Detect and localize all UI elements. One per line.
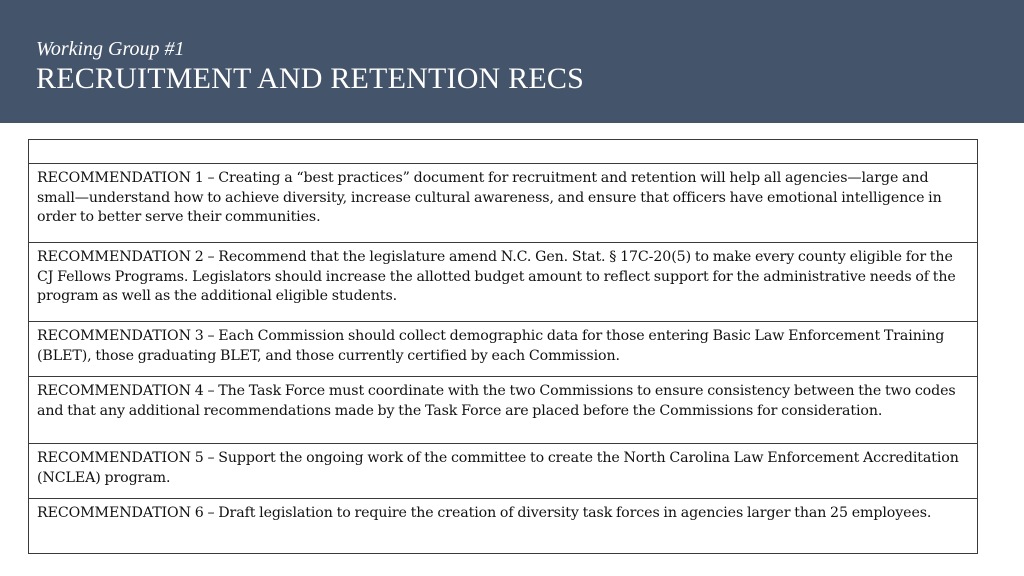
recommendation-2: RECOMMENDATION 2 – Recommend that the legislature amend N.C. Gen. Stat. § 17C-20(5) to make every county eligible for the CJ Fellows Programs. Legislators should increase the allotted budget amount to reflect support for the administrative needs of the program as well as the additional eligible students. [29,243,978,322]
recommendation-5: RECOMMENDATION 5 – Support the ongoing work of the committee to create the North Carolina Law Enforcement Accreditation (NCLEA) program. [29,444,978,499]
title-banner [0,0,1024,123]
table-header-row [29,140,978,164]
table-row [29,499,978,554]
table-header-cell [29,140,978,164]
table-row [29,444,978,499]
table-row [29,243,978,322]
recommendation-1: RECOMMENDATION 1 – Creating a “best practices” document for recruitment and retention will help all agencies—large and small—understand how to achieve diversity, increase cultural awareness, and ensure that officers have emotional intelligence in order to better serve their communities. [29,164,978,243]
table-row [29,377,978,444]
recommendation-3: RECOMMENDATION 3 – Each Commission should collect demographic data for those entering Basic Law Enforcement Training (BLET), those graduating BLET, and those currently certified by each Commission. [29,322,978,377]
slide-subtitle: Working Group #1 [36,38,185,60]
recommendations-table [28,139,978,554]
recommendation-4: RECOMMENDATION 4 – The Task Force must coordinate with the two Commissions to ensure consistency between the two codes and that any additional recommendations made by the Task Force are placed before the Commissions for consideration. [29,377,978,444]
table-row [29,322,978,377]
slide-title: RECRUITMENT AND RETENTION RECS [36,62,584,95]
table-row [29,164,978,243]
recommendation-6: RECOMMENDATION 6 – Draft legislation to require the creation of diversity task forces in agencies larger than 25 employees. [29,499,978,554]
